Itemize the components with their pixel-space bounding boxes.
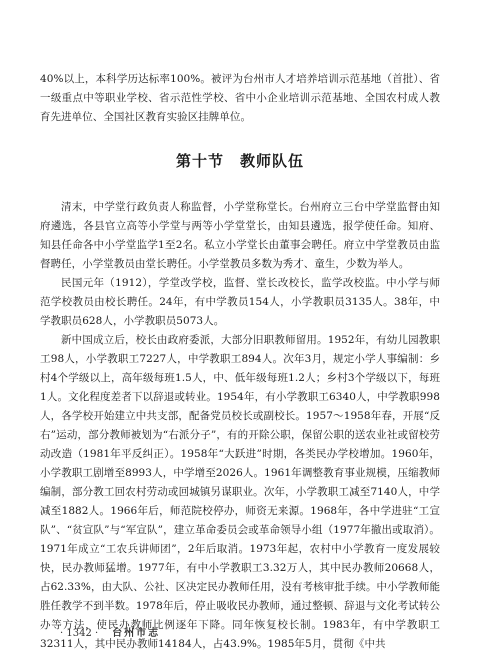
section-heading: 第十节 教师队伍 xyxy=(175,152,304,170)
book-title: 台州市志 xyxy=(112,628,161,639)
page-footer xyxy=(60,624,160,639)
paragraph-republic-era: 民国元年（1912），学堂改学校，监督、堂长改校长，监学改校监。中小学与师范学校教员由校长聘任。24年，有中学教员154人，小学教职员3135人。38年，中学教职员628人，小学教职员5073人。 xyxy=(40,277,440,327)
paragraph-prc-era: 新中国成立后，校长由政府委派，大部分旧职教师留用。1952年，有幼儿园教职工98人，小学教职工7227人，中学教职工894人。次年3月，规定小学人事编制：乡村4个学级以上，高年级每班1.5人，中、低年级每班1.2人；乡村3个学级以下，每班1人。文化程度差者下以辞退或转业。1954年，有小学教职工6340人，中学教职998人，各学校开始建立中共支部，配备党员校长或副校长。1957～1958年春，开展“反右”运动，部分教师被划为“右派分子”，有的开除公职，保留公职的送农业社或留校劳动改造（1981年平反纠正）。1958年“大跃进”时期，各类民办学校增加。1960年，小学教职工剧增至8993人，中学增至2026人。1961年调整教育事业规模，压缩教师编制，部分教工回农村劳动或回城镇另谋职业。次年，小学教职工减至7140人，中学减至1882人。1966年后，师范院校停办，师资无来源。1968年，各中学进驻“工宣队”、“贫宣队”与“军宣队”，建立革命委员会或革命领导小组（1977年撤出或取消）。1971年成立“工农兵讲师团”，2年后取消。1973年起，农村中小学教育一度发展较快，民办教师猛增。1977年，有中小学教职工3.32万人，其中民办教师20668人，占62.33%，由大队、公社、区决定民办教师任用，没有考核审批手续。中小学教师能胜任教学不到半数。1978年后，停止吸收民办教师，通过整顿、辞退与文化考试转公办等方法，使民办教师比例逐年下降。同年恢复校长制。1983年，有中学教职工32311人，其中民办教师14184人，占43.9%。1985年5月，贯彻《中共 xyxy=(40,334,440,650)
paragraph-continued: 40%以上，本科学历达标率100%。被评为台州市人才培养培训示范基地（首批）、省一级重点中等职业学校、省示范性学校、省中小企业培训示范基地、全国农村成人教育先进单位、全国社区教育实验区挂牌单位。 xyxy=(40,73,440,123)
page-number: · 1342 · xyxy=(60,628,99,639)
paragraph-qing-dynasty: 清末，中学堂行政负责人称监督，小学堂称堂长。台州府立三台中学堂监督由知府遴选，各县官立高等小学堂与两等小学堂堂长，由知县遴选，报学使任命。知府、知县任命各中小学堂监学1至2名。私立小学堂长由董事会聘任。府立中学堂教员由监督聘任，小学堂教员由堂长聘任。小学堂教员多数为秀才、童生，少数为举人。 xyxy=(40,201,440,270)
